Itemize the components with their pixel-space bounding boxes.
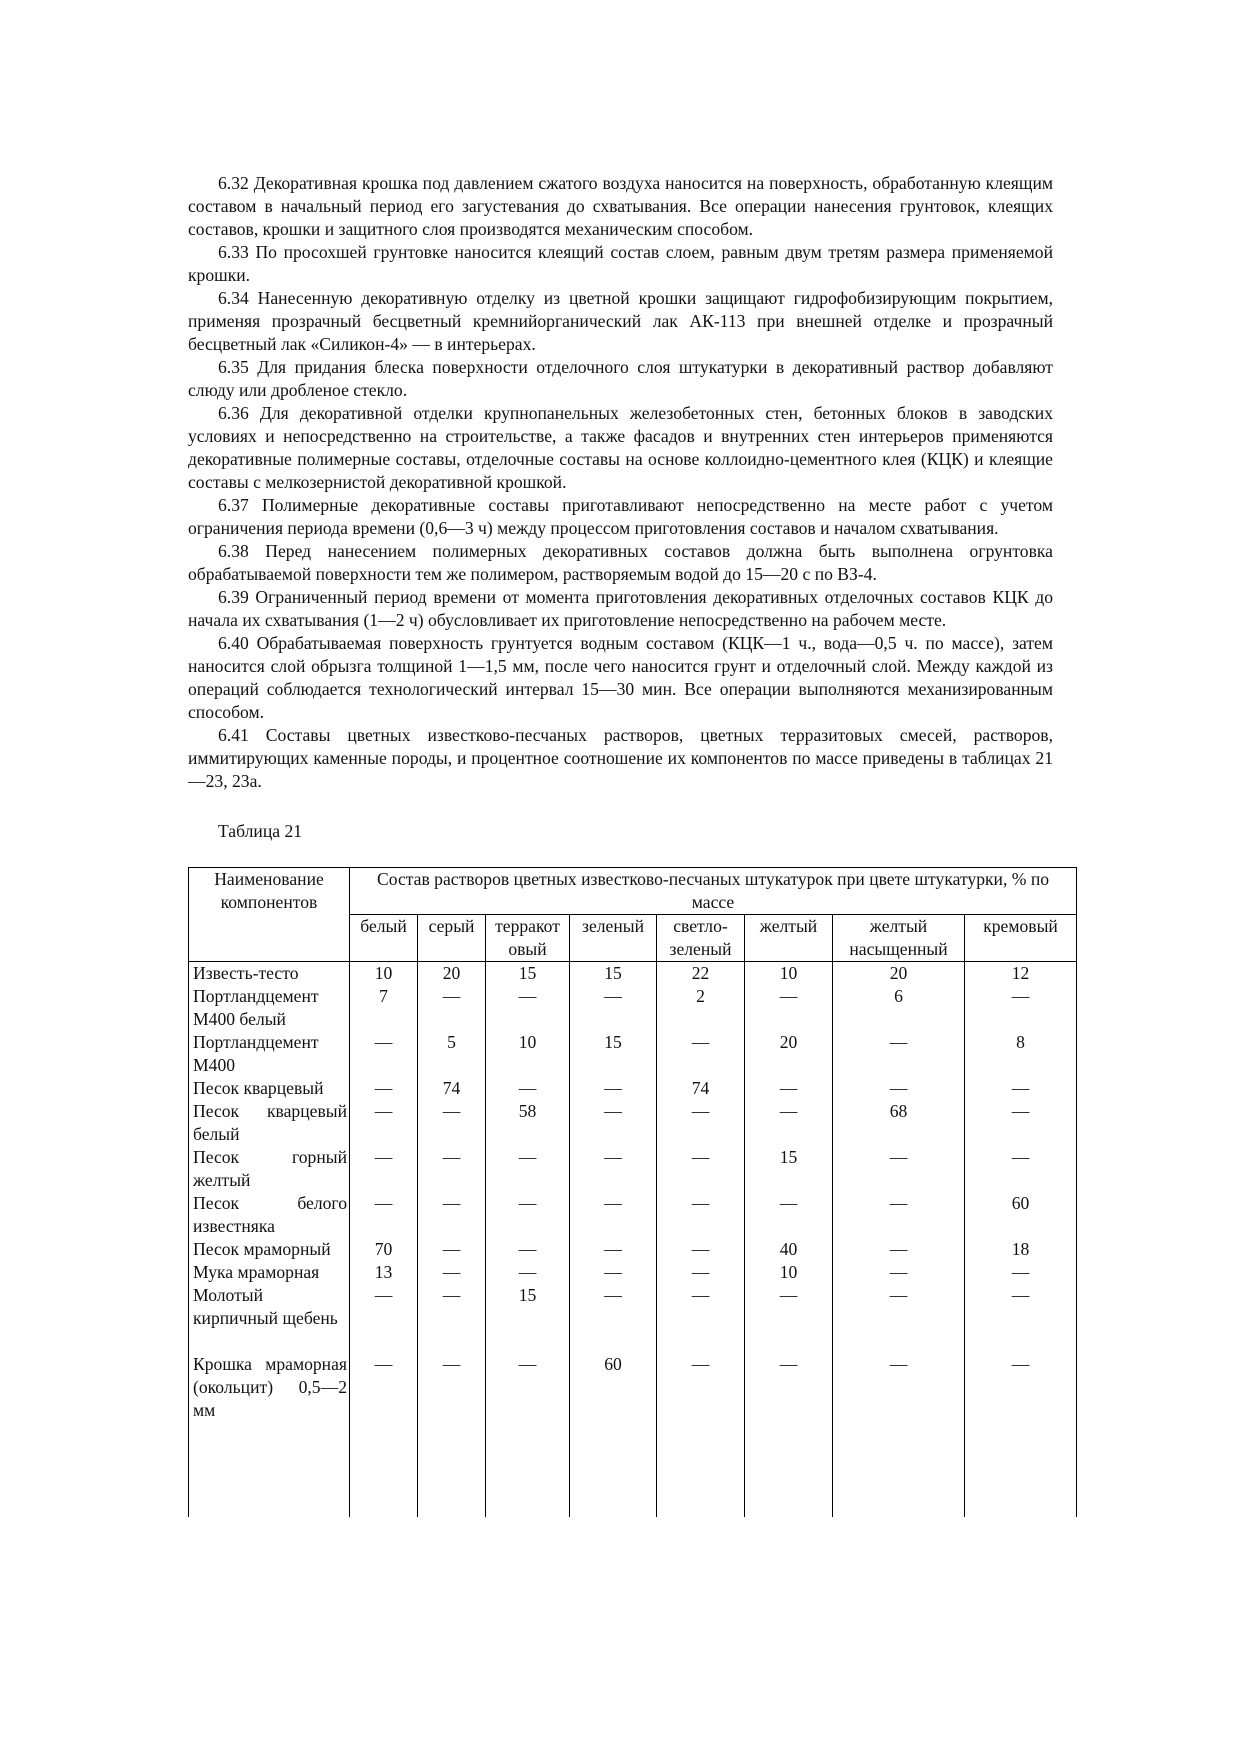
value-cell: — — [418, 985, 486, 1031]
header-component-name: Наименование компонентов — [189, 868, 350, 962]
value-cell: 8 — [965, 1031, 1077, 1077]
value-cell: — — [657, 1031, 745, 1077]
value-cell: — — [350, 1192, 418, 1238]
header-group: Состав растворов цветных известково-песчаных штукатурок при цвете штукатурки, % по массе — [350, 868, 1077, 915]
value-cell: — — [965, 1100, 1077, 1146]
table-row — [189, 1353, 1077, 1517]
document-page — [188, 172, 1058, 1517]
value-cell: 10 — [486, 1031, 570, 1077]
table-row — [189, 1261, 1077, 1284]
value-cell: 20 — [833, 962, 965, 986]
paragraph: 6.39 Ограниченный период времени от момента приготовления декоративных отделочных составов КЦК до начала их схватывания (1—2 ч) обусловливает их приготовление непосредственно на рабочем месте. — [188, 587, 1053, 630]
spacer-cell — [418, 1330, 486, 1353]
value-cell: — — [350, 1353, 418, 1517]
value-cell: — — [486, 1353, 570, 1517]
value-cell: 13 — [350, 1261, 418, 1284]
value-cell: 5 — [418, 1031, 486, 1077]
spacer-cell — [657, 1330, 745, 1353]
value-cell: 74 — [418, 1077, 486, 1100]
spacer-cell — [350, 1330, 418, 1353]
value-cell: — — [745, 1077, 833, 1100]
spacer-cell — [745, 1330, 833, 1353]
component-name-cell: Песок белого известняка — [189, 1192, 350, 1238]
spacer-cell — [189, 1330, 350, 1353]
value-cell: 10 — [745, 962, 833, 986]
value-cell: — — [833, 1238, 965, 1261]
value-cell: 15 — [745, 1146, 833, 1192]
value-cell: 12 — [965, 962, 1077, 986]
value-cell: — — [570, 1192, 657, 1238]
table-header-row — [189, 868, 1077, 915]
component-name-cell: Песок кварцевый белый — [189, 1100, 350, 1146]
value-cell: — — [418, 1261, 486, 1284]
component-name-cell: Известь-тесто — [189, 962, 350, 986]
spacer-cell — [833, 1330, 965, 1353]
value-cell: — — [350, 1146, 418, 1192]
column-header: желтый насыщенный — [833, 915, 965, 962]
paragraph: 6.34 Нанесенную декоративную отделку из цветной крошки защищают гидрофобизирующим покрытием, применяя прозрачный бесцветный кремнийорганический лак АК-113 при внешней отделке и прозрачный бесцветный лак «Силикон-4» — в интерьерах. — [188, 288, 1053, 354]
value-cell: 20 — [745, 1031, 833, 1077]
value-cell: — — [570, 1284, 657, 1330]
value-cell: — — [486, 1261, 570, 1284]
table-row — [189, 1077, 1077, 1100]
value-cell: — — [833, 1031, 965, 1077]
value-cell: 10 — [350, 962, 418, 986]
value-cell: — — [833, 1146, 965, 1192]
table-row — [189, 962, 1077, 986]
paragraph: 6.37 Полимерные декоративные составы приготавливают непосредственно на месте работ с учетом ограничения периода времени (0,6—3 ч) между процессом приготовления составов и началом схватывания. — [188, 495, 1053, 538]
value-cell: — — [350, 1031, 418, 1077]
component-name-cell: Песок горный желтый — [189, 1146, 350, 1192]
value-cell: — — [570, 1238, 657, 1261]
value-cell: — — [657, 1146, 745, 1192]
value-cell: — — [570, 1077, 657, 1100]
spacer-cell — [965, 1330, 1077, 1353]
paragraph: 6.32 Декоративная крошка под давлением сжатого воздуха наносится на поверхность, обработанную клеящим составом в начальный период его загустевания до схватывания. Все операции нанесения грунтовок, клеящих составов, крошки и защитного слоя производятся механическим способом. — [188, 173, 1053, 239]
value-cell: — — [418, 1100, 486, 1146]
value-cell: — — [745, 1353, 833, 1517]
value-cell: — — [350, 1100, 418, 1146]
value-cell: 60 — [570, 1353, 657, 1517]
value-cell: 58 — [486, 1100, 570, 1146]
value-cell: — — [570, 985, 657, 1031]
value-cell: — — [745, 1100, 833, 1146]
paragraph: 6.35 Для придания блеска поверхности отделочного слоя штукатурки в декоративный раствор добавляют слюду или дробленое стекло. — [188, 357, 1053, 400]
value-cell: — — [833, 1261, 965, 1284]
value-cell: — — [657, 1100, 745, 1146]
column-header: серый — [418, 915, 486, 962]
value-cell: — — [833, 1192, 965, 1238]
value-cell: — — [657, 1284, 745, 1330]
table-row — [189, 1284, 1077, 1330]
value-cell: — — [418, 1284, 486, 1330]
table-row — [189, 1100, 1077, 1146]
value-cell: — — [418, 1238, 486, 1261]
value-cell: 6 — [833, 985, 965, 1031]
table-row — [189, 1238, 1077, 1261]
value-cell: — — [486, 1146, 570, 1192]
value-cell: — — [833, 1077, 965, 1100]
table-row — [189, 1146, 1077, 1192]
value-cell: — — [418, 1353, 486, 1517]
value-cell: 2 — [657, 985, 745, 1031]
paragraph: 6.38 Перед нанесением полимерных декоративных составов должна быть выполнена огрунтовка обрабатываемой поверхности тем же полимером, растворяемым водой до 15—20 с по ВЗ-4. — [188, 541, 1053, 584]
value-cell: — — [965, 1284, 1077, 1330]
column-header: зеленый — [570, 915, 657, 962]
value-cell: 15 — [570, 1031, 657, 1077]
table-row — [189, 985, 1077, 1031]
value-cell: 7 — [350, 985, 418, 1031]
value-cell: — — [350, 1077, 418, 1100]
value-cell: 22 — [657, 962, 745, 986]
paragraph: 6.33 По просохшей грунтовке наносится клеящий состав слоем, равным двум третям размера применяемой крошки. — [188, 242, 1053, 285]
value-cell: — — [745, 1192, 833, 1238]
value-cell: — — [745, 985, 833, 1031]
table-caption: Таблица 21 — [218, 821, 303, 841]
value-cell: — — [486, 1238, 570, 1261]
value-cell: — — [833, 1353, 965, 1517]
value-cell: — — [965, 1146, 1077, 1192]
paragraph: 6.40 Обрабатываемая поверхность грунтуется водным составом (КЦК—1 ч., вода—0,5 ч. по массе), затем наносится слой обрызга толщиной 1—1,5 мм, после чего наносится грунт и отделочный слой. Между каждой из операций соблюдается технологический интервал 15—30 мин. Все операции выполняются механизированным способом. — [188, 633, 1053, 722]
value-cell: — — [965, 1261, 1077, 1284]
component-name-cell: Песок кварцевый — [189, 1077, 350, 1100]
value-cell: 15 — [486, 962, 570, 986]
value-cell: 74 — [657, 1077, 745, 1100]
composition-table — [188, 867, 1077, 1517]
value-cell: — — [418, 1146, 486, 1192]
value-cell: 15 — [486, 1284, 570, 1330]
component-name-cell: Молотый кирпичный щебень — [189, 1284, 350, 1330]
value-cell: — — [833, 1284, 965, 1330]
value-cell: — — [745, 1284, 833, 1330]
value-cell: — — [657, 1353, 745, 1517]
value-cell: — — [350, 1284, 418, 1330]
value-cell: — — [418, 1192, 486, 1238]
table-row — [189, 1031, 1077, 1077]
value-cell: — — [570, 1261, 657, 1284]
value-cell: 40 — [745, 1238, 833, 1261]
value-cell: — — [965, 1077, 1077, 1100]
spacer-cell — [570, 1330, 657, 1353]
component-name-cell: Мука мраморная — [189, 1261, 350, 1284]
value-cell: — — [965, 985, 1077, 1031]
value-cell: — — [657, 1261, 745, 1284]
value-cell: — — [570, 1100, 657, 1146]
column-header: белый — [350, 915, 418, 962]
column-header: терракот овый — [486, 915, 570, 962]
spacer-cell — [486, 1330, 570, 1353]
component-name-cell: Крошка мраморная (окольцит) 0,5—2 мм — [189, 1353, 350, 1517]
value-cell: — — [486, 1077, 570, 1100]
text-body — [188, 172, 1053, 793]
value-cell: 10 — [745, 1261, 833, 1284]
table-spacer-row — [189, 1330, 1077, 1353]
value-cell: — — [657, 1238, 745, 1261]
value-cell: 20 — [418, 962, 486, 986]
paragraph: 6.41 Составы цветных известково-песчаных растворов, цветных терразитовых смесей, растворов, иммитирующих каменные породы, и процентное соотношение их компонентов по массе приведены в таблицах 21—23, 23а. — [188, 725, 1053, 791]
value-cell: 15 — [570, 962, 657, 986]
column-header: светло-зеленый — [657, 915, 745, 962]
table-body — [189, 962, 1077, 1518]
value-cell: 60 — [965, 1192, 1077, 1238]
value-cell: — — [486, 1192, 570, 1238]
column-header: кремовый — [965, 915, 1077, 962]
component-name-cell: Портландцемент М400 белый — [189, 985, 350, 1031]
component-name-cell: Портландцемент М400 — [189, 1031, 350, 1077]
value-cell: 18 — [965, 1238, 1077, 1261]
value-cell: — — [965, 1353, 1077, 1517]
value-cell: 70 — [350, 1238, 418, 1261]
component-name-cell: Песок мраморный — [189, 1238, 350, 1261]
table-row — [189, 1192, 1077, 1238]
value-cell: 68 — [833, 1100, 965, 1146]
value-cell: — — [657, 1192, 745, 1238]
paragraph: 6.36 Для декоративной отделки крупнопанельных железобетонных стен, бетонных блоков в заводских условиях и непосредственно на строительстве, а также фасадов и внутренних стен интерьеров применяются декоративные полимерные составы, отделочные составы на основе коллоидно-цементного клея (КЦК) и клеящие составы с мелкозернистой декоративной крошкой. — [188, 403, 1053, 492]
value-cell: — — [486, 985, 570, 1031]
value-cell: — — [570, 1146, 657, 1192]
column-header: желтый — [745, 915, 833, 962]
